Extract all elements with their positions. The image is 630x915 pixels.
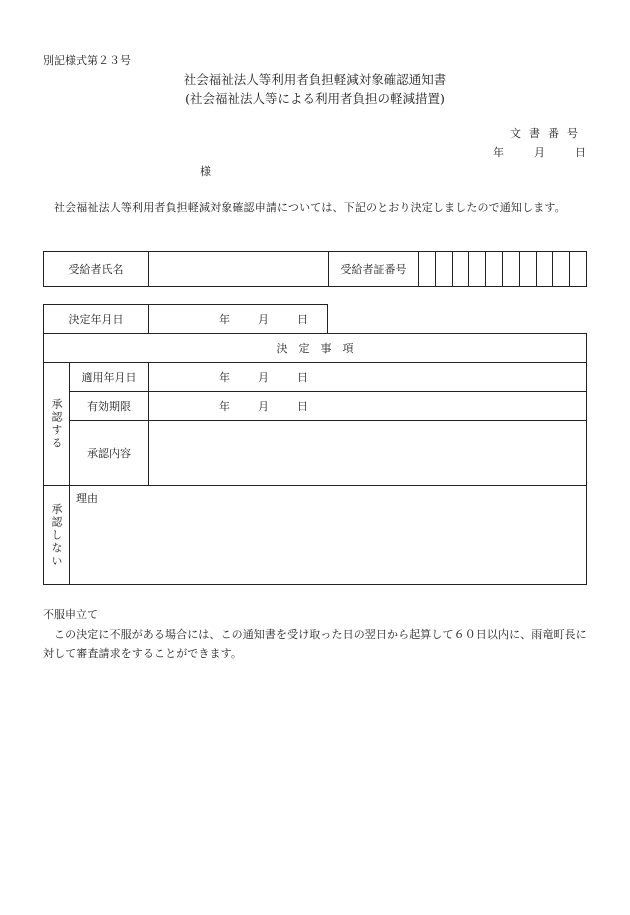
valid-period-day: 日 xyxy=(297,400,308,413)
reason-field[interactable] xyxy=(70,486,587,585)
recipient-number-digit[interactable] xyxy=(570,252,587,287)
reason-label: 理由 xyxy=(76,492,98,505)
decision-date-field[interactable] xyxy=(149,305,328,334)
approve-content-label: 承認内容 xyxy=(70,421,149,486)
decision-date-day: 日 xyxy=(297,313,308,326)
recipient-number-digit[interactable] xyxy=(469,252,486,287)
recipient-number-digit[interactable] xyxy=(519,252,536,287)
approve-label: 承認する xyxy=(50,398,63,450)
decision-table xyxy=(43,333,587,585)
apply-date-field[interactable] xyxy=(149,363,587,392)
valid-period-month: 月 xyxy=(258,400,269,413)
recipient-number-digit[interactable] xyxy=(435,252,452,287)
decision-date-month: 月 xyxy=(258,313,269,326)
approve-content-field[interactable] xyxy=(149,421,587,486)
recipient-name-label: 受給者氏名 xyxy=(44,252,149,287)
document-subtitle: (社会福祉法人等による利用者負担の軽減措置) xyxy=(185,91,445,106)
valid-period-field[interactable] xyxy=(149,392,587,421)
intro-text: 社会福祉法人等利用者負担軽減対象確認申請については、下記のとおり決定しましたので通知します。 xyxy=(54,201,566,214)
recipient-number-digit[interactable] xyxy=(536,252,553,287)
form-number: 別記様式第２３号 xyxy=(43,54,131,67)
recipient-table xyxy=(43,251,587,287)
document-title: 社会福祉法人等利用者負担軽減対象確認通知書 xyxy=(183,72,447,87)
valid-period-year: 年 xyxy=(219,400,230,413)
appeal-text: この決定に不服がある場合には、この通知書を受け取った日の翌日から起算して６０日以内に、雨竜町長に対して審査請求をすることができます。 xyxy=(43,628,587,660)
recipient-number-digit[interactable] xyxy=(419,252,436,287)
reject-label: 承認しない xyxy=(50,502,63,568)
apply-date-month: 月 xyxy=(258,371,269,384)
recipient-number-label: 受給者証番号 xyxy=(329,252,419,287)
addressee-suffix: 様 xyxy=(200,165,211,178)
recipient-name-field[interactable] xyxy=(149,252,329,287)
decision-date-table xyxy=(43,304,328,334)
reject-section xyxy=(44,486,70,585)
valid-period-label: 有効期限 xyxy=(70,392,149,421)
issue-date-year: 年 xyxy=(493,146,504,159)
decision-heading: 決 定 事 項 xyxy=(44,334,587,363)
recipient-number-digit[interactable] xyxy=(486,252,503,287)
apply-date-label: 適用年月日 xyxy=(70,363,149,392)
recipient-number-digit[interactable] xyxy=(502,252,519,287)
approve-section xyxy=(44,363,70,486)
apply-date-year: 年 xyxy=(219,371,230,384)
decision-date-year: 年 xyxy=(219,313,230,326)
apply-date-day: 日 xyxy=(297,371,308,384)
appeal-heading: 不服申立て xyxy=(43,608,98,621)
issue-date-day: 日 xyxy=(575,146,586,159)
issue-date-month: 月 xyxy=(534,146,545,159)
recipient-number-digit[interactable] xyxy=(553,252,570,287)
recipient-number-digit[interactable] xyxy=(452,252,469,287)
document-number-label: 文書番号 xyxy=(510,127,586,140)
issue-date xyxy=(493,144,586,160)
decision-date-label: 決定年月日 xyxy=(44,305,149,334)
